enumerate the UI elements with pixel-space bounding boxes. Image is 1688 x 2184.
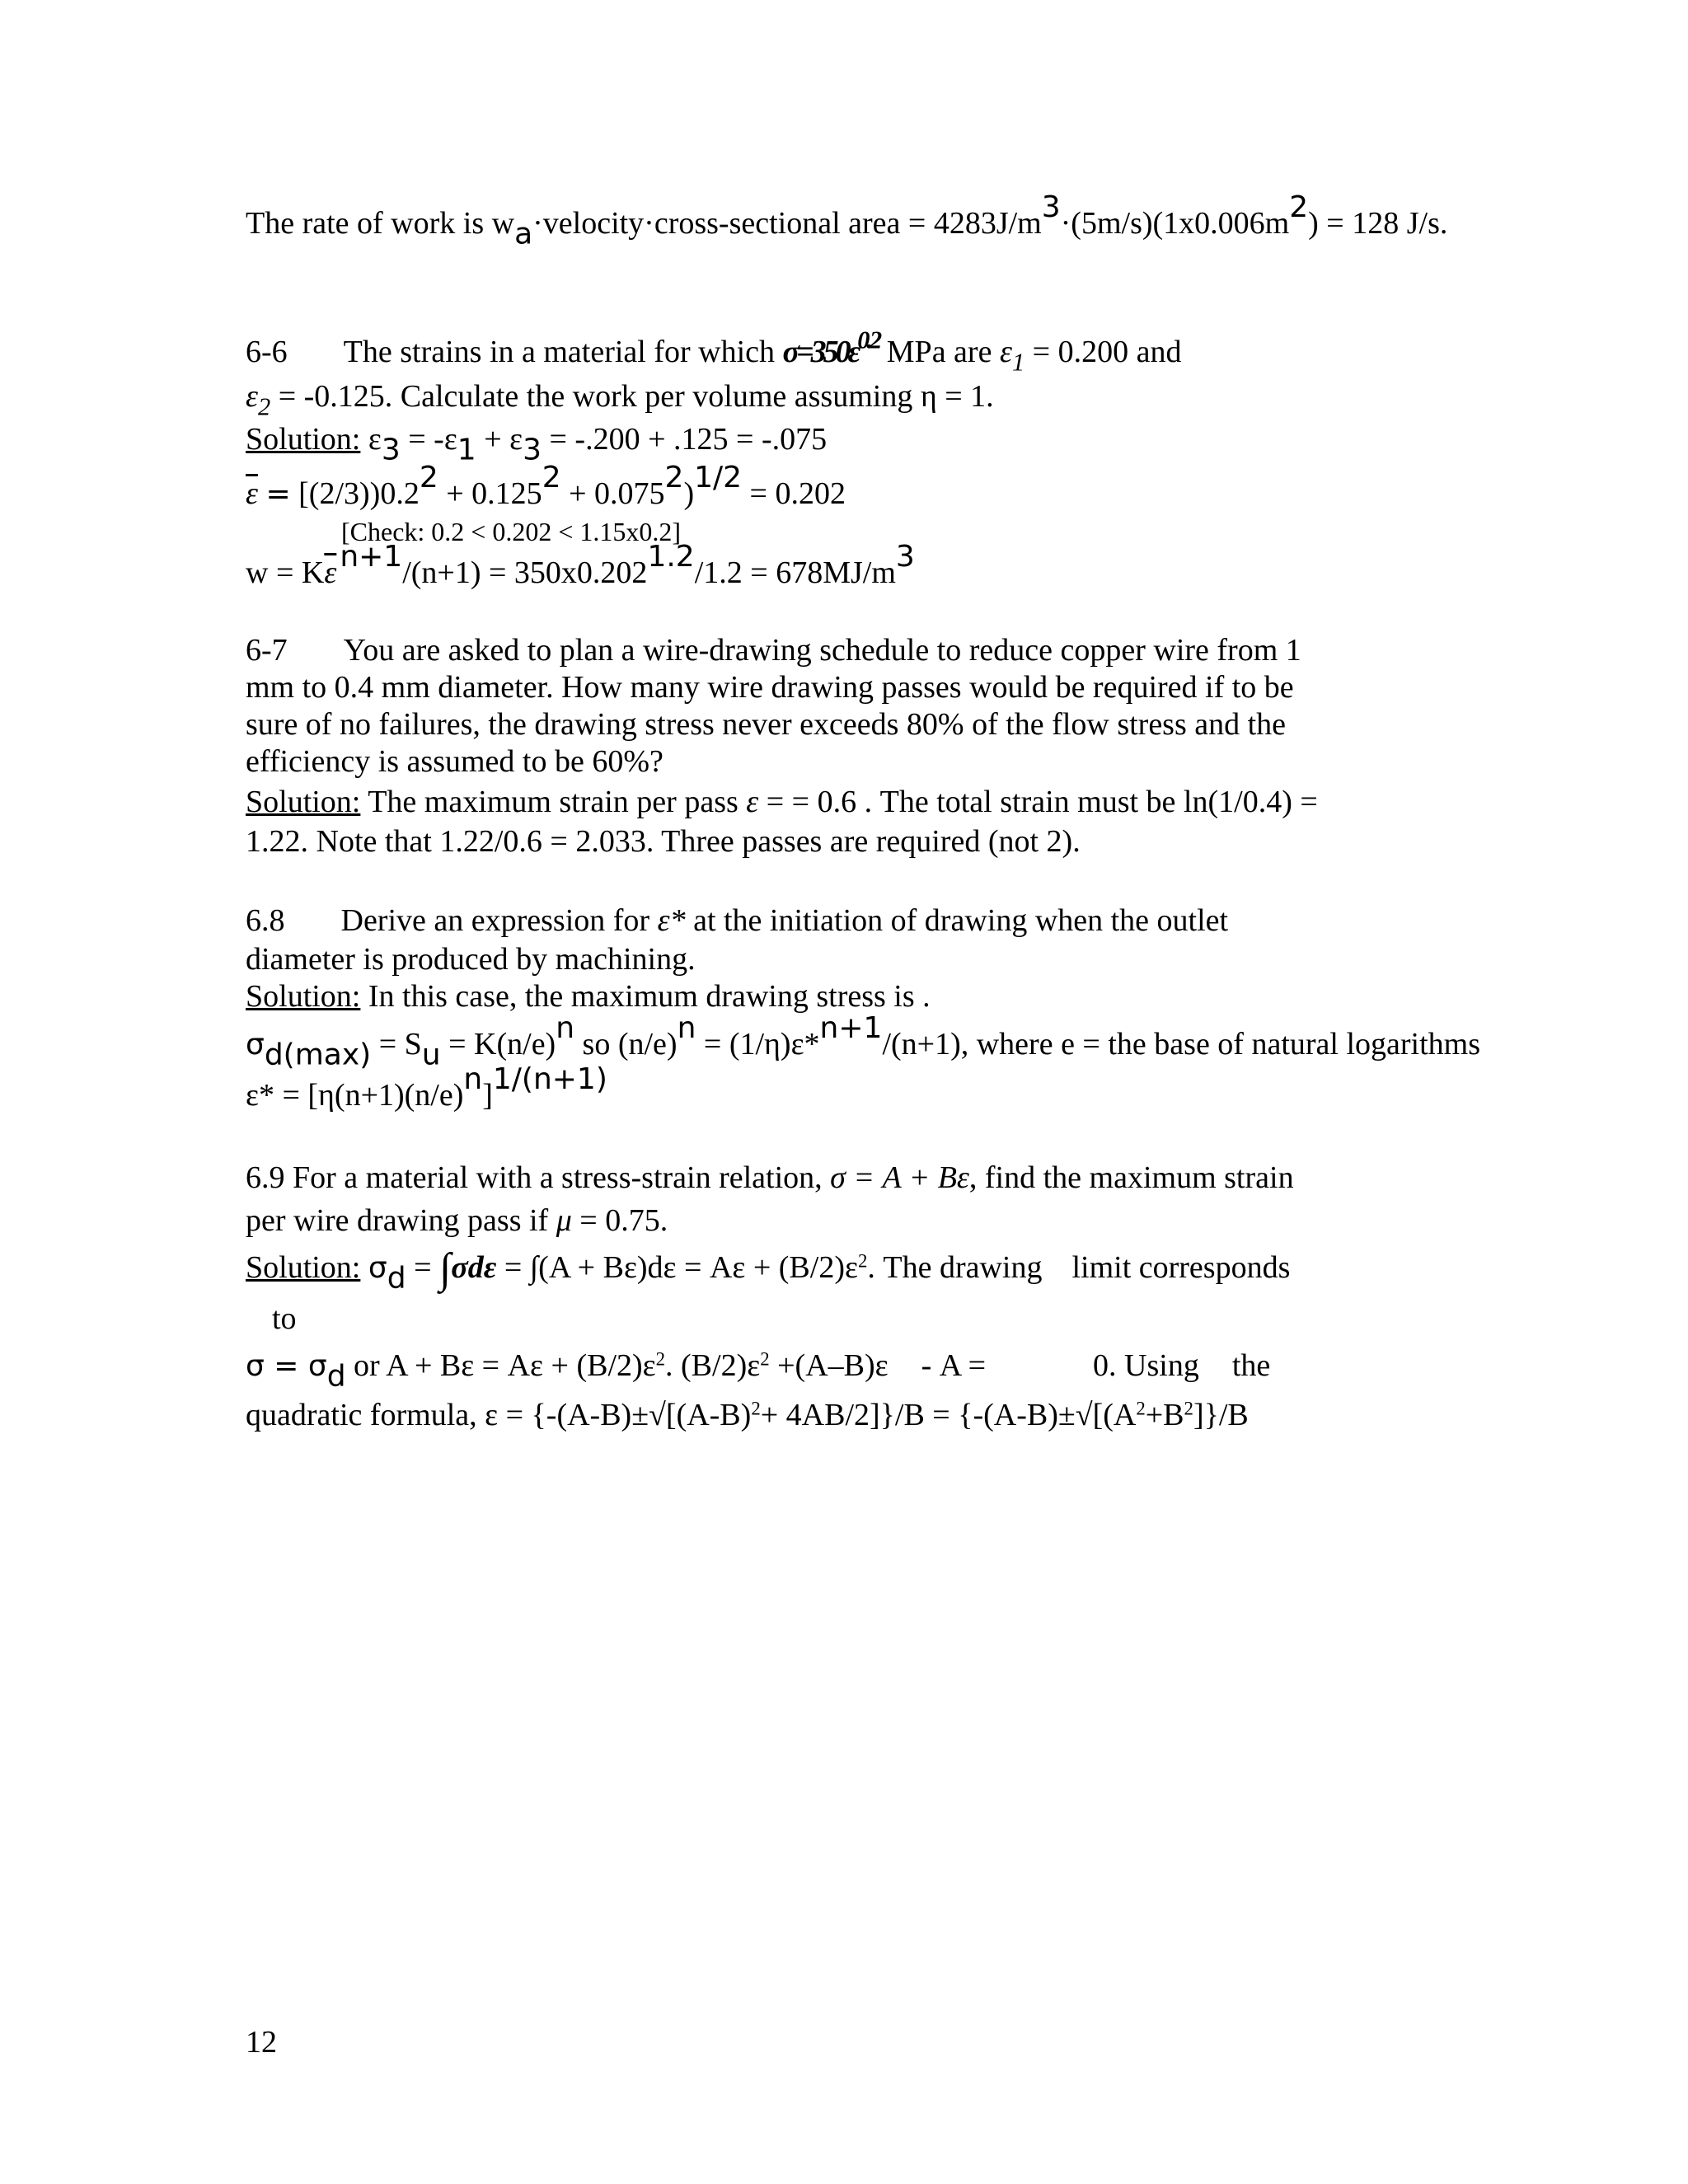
text: at the initiation of drawing when the outlet [693, 903, 1229, 938]
solution-label: Solution: [246, 785, 361, 819]
subscript: d [326, 1359, 346, 1394]
text: limit corresponds [1071, 1250, 1291, 1285]
superscript: 2 [857, 1250, 868, 1272]
text: = K(n/e) [448, 1027, 556, 1062]
sigma-symbol: σ [246, 1028, 265, 1062]
superscript: 2 [1184, 1398, 1193, 1419]
text: ) [683, 476, 695, 511]
text: The rate of work is w [246, 206, 515, 241]
integral-icon: ∫ [439, 1245, 452, 1292]
text: = (1/η)ε* [703, 1027, 820, 1062]
text: = [265, 477, 291, 511]
superscript: 1/(n+1) [492, 1062, 607, 1097]
text: the [1231, 1348, 1271, 1383]
mu-symbol: μ [556, 1203, 572, 1238]
superscript: 2 [655, 1348, 666, 1370]
subscript: d(max) [264, 1038, 372, 1072]
problem-6-7-line-1 [246, 631, 1301, 669]
text: + 0.075 [569, 476, 665, 511]
text: + 0.125 [446, 476, 542, 511]
superscript: n [677, 1011, 696, 1046]
text: 1.22. Note that 1.22/0.6 = 2.033. Three passes are required (not 2). [246, 824, 1081, 859]
problem-6-7-solution-line-2 [246, 823, 1081, 860]
rate-of-work-line [246, 190, 1448, 251]
text: +B [1145, 1398, 1184, 1432]
text: w = K [246, 555, 325, 590]
text: efficiency is assumed to be 60%? [246, 744, 663, 779]
text: ·velocity·cross-sectional area = 4283J/m [532, 206, 1042, 241]
text: /1.2 = 678MJ/m [694, 555, 896, 590]
text: ]}/B [1193, 1398, 1249, 1432]
text: The maximum strain per pass [368, 785, 738, 819]
superscript: 0.2 [857, 326, 879, 354]
text: , find the maximum strain [968, 1160, 1294, 1195]
superscript: n+1 [819, 1011, 883, 1046]
text: The strains in a material for which [343, 335, 776, 369]
problem-6-9-line-1 [246, 1159, 1294, 1197]
subscript: 3 [381, 433, 401, 467]
superscript: 2 [664, 461, 684, 495]
text: = -ε [408, 422, 457, 457]
text: per wire drawing pass if [246, 1203, 549, 1238]
text: [(2/3))0.2 [298, 476, 420, 511]
problem-6-8-solution-line-1 [246, 977, 931, 1015]
superscript: 1.2 [647, 540, 695, 574]
text: diameter is produced by machining. [246, 942, 696, 977]
text: so (n/e) [582, 1027, 678, 1062]
text: = 0.75. [579, 1203, 668, 1238]
text: ·(5m/s)(1x0.006m [1060, 206, 1290, 241]
text: 0. Using [1093, 1348, 1199, 1383]
text: ε* = [η(n+1)(n/e) [246, 1078, 464, 1113]
solution-label: Solution: [246, 1250, 361, 1285]
superscript: n [463, 1062, 483, 1097]
epsilon-symbol: ε [246, 379, 258, 414]
problem-6-9-solution-line-2 [272, 1300, 297, 1338]
text: ) = 128 J/s. [1308, 206, 1448, 241]
superscript: 3 [1041, 190, 1061, 225]
epsilon-symbol: ε [999, 335, 1012, 369]
problem-6-7-line-2 [246, 668, 1294, 706]
subscript: u [421, 1038, 441, 1072]
equation: σ = A + Bε [830, 1160, 969, 1195]
problem-6-6-line-1 [246, 326, 1182, 377]
superscript: n [556, 1011, 575, 1046]
text: = 0.200 and [1032, 335, 1182, 369]
integrand: σdε [451, 1250, 497, 1285]
problem-6-8-line-1 [246, 902, 1228, 940]
text: MPa are [886, 335, 992, 369]
problem-6-6-solution-line-3 [246, 540, 915, 592]
text: ] [482, 1078, 493, 1113]
text: Derive an expression for [340, 903, 650, 938]
text: You are asked to plan a wire-drawing schedule to reduce copper wire from 1 [343, 633, 1301, 668]
subscript: 1 [1011, 348, 1025, 377]
superscript: 2 [419, 461, 438, 495]
subscript: 3 [523, 433, 542, 467]
subscript: d [387, 1261, 406, 1296]
epsilon-star-symbol: ε* [657, 903, 686, 938]
text: In this case, the maximum drawing stress is . [368, 979, 931, 1014]
problem-6-7-line-3 [246, 705, 1286, 743]
text: sure of no failures, the drawing stress never exceeds 80% of the flow stress and the [246, 707, 1287, 742]
problem-number: 6-6 [246, 335, 288, 369]
text: to [272, 1301, 297, 1336]
text: = 0.202 [749, 476, 846, 511]
text: = [414, 1250, 432, 1285]
text: . (B/2)ε [665, 1348, 761, 1383]
text: quadratic formula, ε = {-(A-B)±√[(A-B) [246, 1398, 752, 1432]
epsilon-bar-symbol: $\overline{\varepsilon}$ [324, 555, 337, 590]
text: /(n+1), where e = the base of natural logarithms [882, 1027, 1480, 1062]
text: = S [378, 1027, 422, 1062]
problem-6-9-solution-line-3 [246, 1347, 1271, 1394]
superscript: 2 [760, 1348, 770, 1370]
problem-6-9-solution-line-1 [246, 1245, 1291, 1296]
garbled-equation [782, 326, 879, 369]
problem-6-7-solution-line-1 [246, 783, 1318, 821]
text: or A + Bε = Aε + (B/2)ε [354, 1348, 656, 1383]
superscript: n+1 [340, 540, 403, 574]
problem-6-6-solution-line-1 [246, 420, 828, 467]
problem-number: 6.8 [246, 903, 285, 938]
superscript: 2 [751, 1398, 761, 1419]
problem-6-6-line-2 [246, 377, 994, 421]
text: = -0.125. Calculate the work per volume assuming η = 1. [278, 379, 994, 414]
problem-6-9-solution-line-4 [246, 1396, 1249, 1434]
problem-6-9-line-2 [246, 1202, 668, 1240]
epsilon-symbol: ε [746, 785, 759, 819]
solution-label: Solution: [246, 979, 361, 1014]
text: [Check: 0.2 < 0.202 < 1.15x0.2] [341, 517, 682, 546]
problem-6-8-line-2 [246, 940, 696, 978]
text: = ∫(A + Bε)dε = Aε + (B/2)ε [504, 1250, 858, 1285]
superscript: 2 [542, 461, 561, 495]
problem-6-8-equation-2 [246, 1062, 607, 1114]
problem-6-7-line-4 [246, 743, 663, 780]
subscript: 1 [457, 433, 476, 467]
text: + ε [484, 422, 523, 457]
subscript: a [514, 217, 533, 251]
solution-label: Solution: [246, 422, 361, 457]
superscript: 2 [1289, 190, 1309, 225]
text: σ = σ [246, 1349, 327, 1383]
problem-number: 6-7 [246, 633, 288, 668]
text: mm to 0.4 mm diameter. How many wire drawing passes would be required if to be [246, 670, 1294, 705]
text: +(A–B)ε [777, 1348, 889, 1383]
text: + 4AB/2]}/B = {-(A-B)±√[(A [760, 1398, 1137, 1432]
superscript: 3 [895, 540, 915, 574]
text: - A = [921, 1348, 987, 1383]
text: /(n+1) = 350x0.202 [402, 555, 648, 590]
text: . The drawing [867, 1250, 1043, 1285]
problem-6-8-equation-1 [246, 1011, 1480, 1072]
superscript: 2 [1136, 1398, 1146, 1419]
text: = -.200 + .125 = -.075 [549, 422, 828, 457]
text: ε [368, 422, 382, 457]
page-number: 12 [246, 2025, 277, 2060]
subscript: 2 [257, 392, 271, 421]
epsilon-bar-symbol: $\overline{\varepsilon}$ [246, 476, 258, 511]
superscript: 1/2 [694, 461, 743, 495]
text: = = 0.6 . The total strain must be ln(1/0.4) = [766, 785, 1318, 819]
sigma-symbol: σ [368, 1251, 387, 1285]
text: 6.9 For a material with a stress-strain relation, [246, 1160, 823, 1195]
problem-6-6-solution-line-2 [246, 461, 846, 513]
text: σ=350ε [782, 335, 858, 369]
